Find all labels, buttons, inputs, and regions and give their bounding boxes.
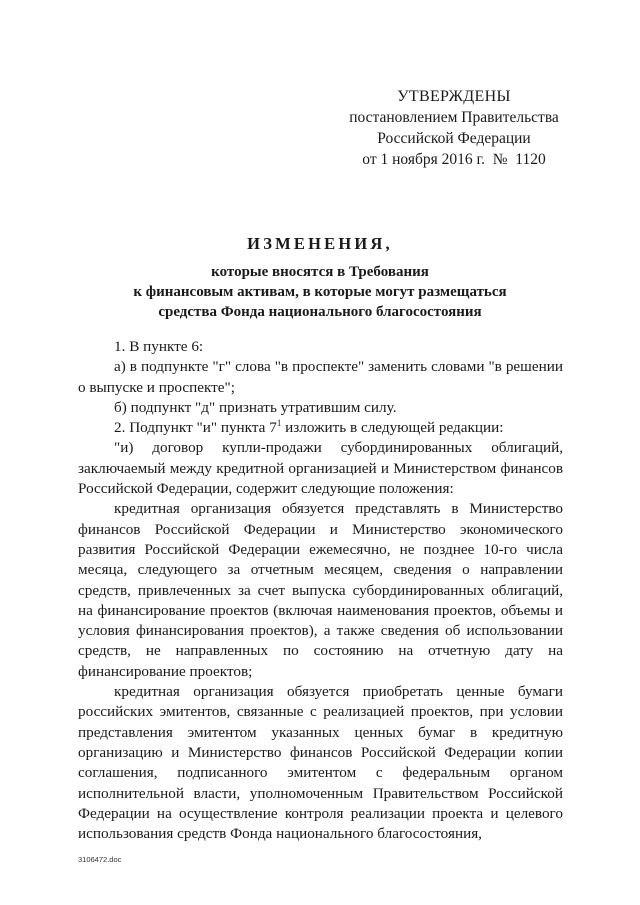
superscript-marker: 1 [276,418,282,429]
subtitle-line-3: средства Фонда национального благосостояния [158,304,482,320]
subtitle-line-1: которые вносятся в Требования [211,264,429,280]
paragraph-item-2-tail: изложить в следующей редакции: [281,419,504,437]
file-name-footer: 3106472.doc [78,855,122,864]
approval-line-date-number: от 1 ноября 2016 г. № 1120 [362,151,546,168]
document-subtitle [70,262,570,322]
approval-block [344,86,564,170]
paragraph-item-2-text: 2. Подпункт "и" пункта 7 [114,419,277,437]
approval-heading: УТВЕРЖДЕНЫ [397,88,511,105]
paragraph-contract-intro: "и) договор купли-продажи субординированных облигаций, заключаемый между кредитной организацией и Министерством финансов Российской Федерации, содержит следующие положения: [78,439,563,498]
paragraph-item-1b: б) подпункт "д" признать утратившим силу. [114,398,397,416]
paragraph-item-2 [78,418,563,438]
paragraph-item-1a: а) в подпункте "г" слова "в проспекте" заменить словами "в решении о выпуске и проспекте"; [78,358,563,396]
subtitle-line-2: к финансовым активам, в которые могут размещаться [133,284,507,300]
approval-line-decree: постановлением Правительства [349,109,559,126]
paragraph-item-1: 1. В пункте 6: [114,338,204,355]
paragraph-purchase-obligation: кредитная организация обязуется приобретать ценные бумаги российских эмитентов, связанные с реализацией проектов, при условии представления эмитентом указанных ценных бумаг в кредитную организацию и Министерство финансов Российской Федерации копии соглашения, подписанного эмитентом с федеральным органом исполнительной власти, уполномоченным Правительством Российской Федерации на осуществление контроля реализации проекта и целевого использования средств Фонда национального благосостояния, [78,683,563,843]
paragraph-reporting-obligation: кредитная организация обязуется представлять в Министерство финансов Российской Федерации и Министерство экономического развития Российской Федерации ежемесячно, не позднее 10-го числа месяца, следующего за отчетным месяцем, сведения о направлении средств, привлеченных за счет выпуска субординированных облигаций, на финансирование проектов (включая наименования проектов, объемы и условия финансирования проектов), а также сведения об использовании средств, не направленных по состоянию на отчетную дату на финансирование проектов; [78,500,563,680]
document-title: ИЗМЕНЕНИЯ, [247,234,393,253]
approval-line-country: Российской Федерации [377,130,531,147]
document-body [78,337,563,844]
